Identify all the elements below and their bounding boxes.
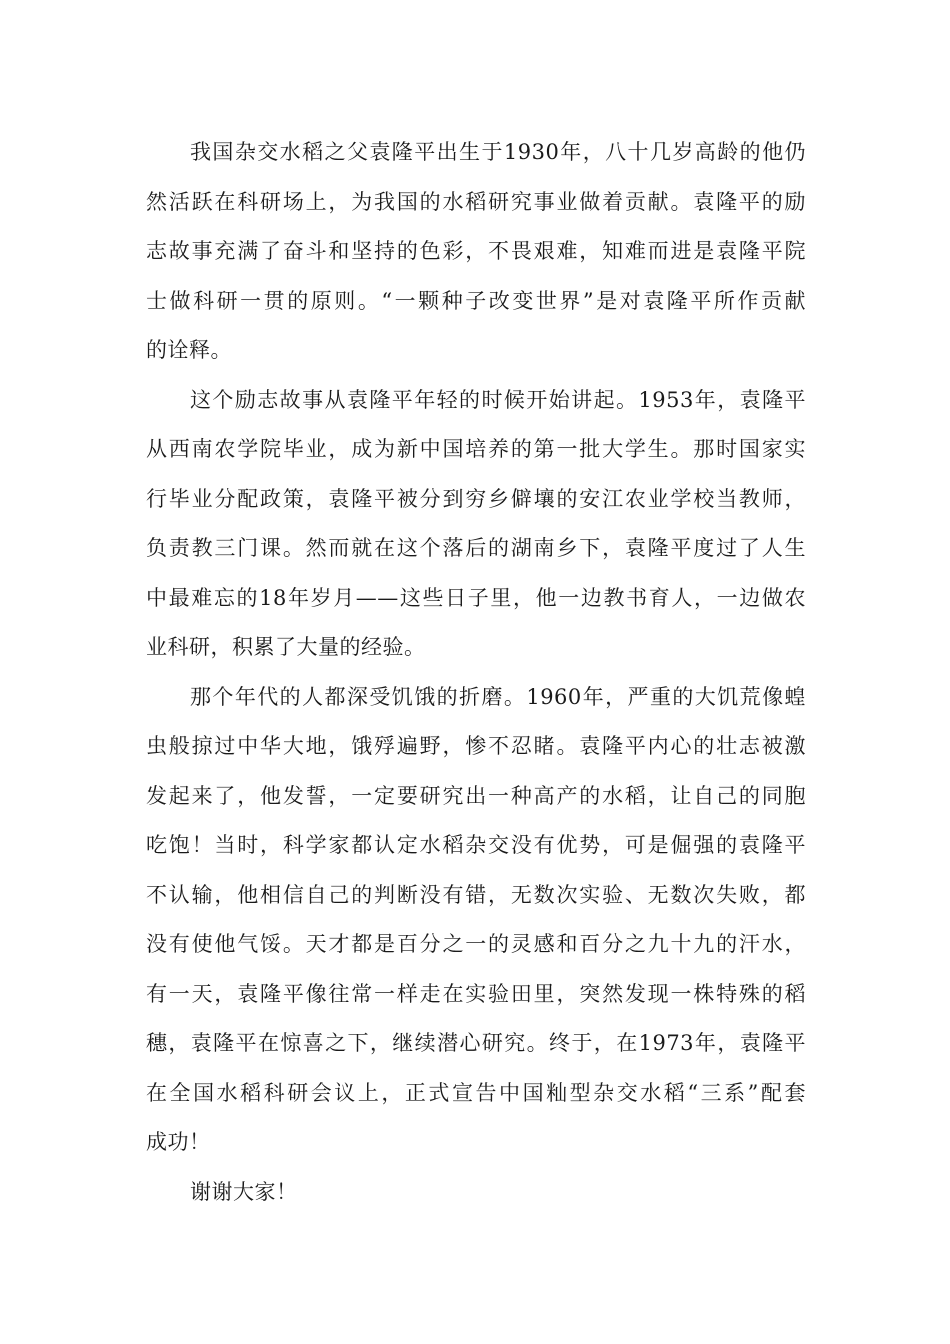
text-line: 志故事充满了奋斗和坚持的色彩，不畏艰难，知难而进是袁隆平院 xyxy=(146,239,806,263)
text-line: 穗，袁隆平在惊喜之下，继续潜心研究。终于，在1973年，袁隆平 xyxy=(146,1031,806,1055)
text-line: 我国杂交水稻之父袁隆平出生于1930年，八十几岁高龄的他仍 xyxy=(190,140,806,164)
text-line: 没有使他气馁。天才都是百分之一的灵感和百分之九十九的汗水， xyxy=(146,932,806,956)
paragraph-3 xyxy=(146,673,806,1168)
text-line: 中最难忘的18年岁月——这些日子里，他一边教书育人，一边做农 xyxy=(146,585,806,610)
text-line: 不认输，他相信自己的判断没有错，无数次实验、无数次失败，都 xyxy=(146,882,806,907)
text-line: 行毕业分配政策，袁隆平被分到穷乡僻壤的安江农业学校当教师， xyxy=(146,486,806,511)
text-line: 虫般掠过中华大地，饿殍遍野，惨不忍睹。袁隆平内心的壮志被激 xyxy=(146,734,806,758)
text-line: 那个年代的人都深受饥饿的折磨。1960年，严重的大饥荒像蝗 xyxy=(190,684,806,709)
paragraph-1 xyxy=(146,128,806,376)
text-line: 吃饱！当时，科学家都认定水稻杂交没有优势，可是倔强的袁隆平 xyxy=(146,833,806,857)
text-line: 这个励志故事从袁隆平年轻的时候开始讲起。1953年，袁隆平 xyxy=(190,387,806,412)
paragraph-2 xyxy=(146,376,806,673)
text-line: 在全国水稻科研会议上，正式宣告中国籼型杂交水稻“三系”配套 xyxy=(146,1080,806,1105)
text-line: 的诠释。 xyxy=(146,338,232,362)
text-line: 有一天，袁隆平像往常一样走在实验田里，突然发现一株特殊的稻 xyxy=(146,981,806,1006)
text-line: 士做科研一贯的原则。“一颗种子改变世界”是对袁隆平所作贡献 xyxy=(146,288,806,313)
paragraph-4 xyxy=(146,1168,806,1218)
text-line: 发起来了，他发誓，一定要研究出一种高产的水稻，让自己的同胞 xyxy=(146,783,806,808)
text-line: 负责教三门课。然而就在这个落后的湖南乡下，袁隆平度过了人生 xyxy=(146,536,806,560)
text-line: 成功！ xyxy=(146,1130,211,1154)
text-line: 然活跃在科研场上，为我国的水稻研究事业做着贡献。袁隆平的励 xyxy=(146,189,806,214)
document-body xyxy=(146,128,806,1217)
text-line: 从西南农学院毕业，成为新中国培养的第一批大学生。那时国家实 xyxy=(146,437,806,461)
text-line: 谢谢大家！ xyxy=(190,1179,298,1204)
text-line: 业科研，积累了大量的经验。 xyxy=(146,635,426,659)
